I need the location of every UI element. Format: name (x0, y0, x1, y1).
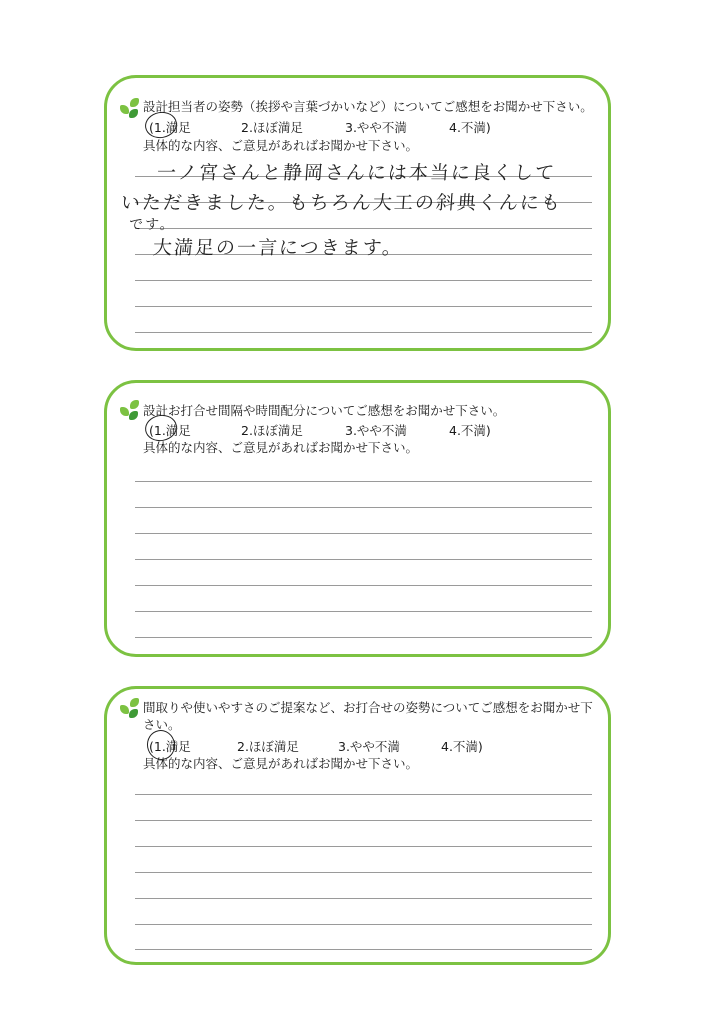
survey-card-proposal (104, 686, 611, 965)
question-text: 間取りや使いやすさのご提案など、お打合せの姿勢についてご感想をお聞かせ下さい。 (143, 700, 593, 732)
detail-label: 具体的な内容、ご意見があればお聞かせ下さい。 (143, 756, 419, 771)
option-mostly-satisfied[interactable]: 2.ほぼ満足 (237, 739, 299, 754)
handwritten-answer-line: 大満足の一言につきます。 (152, 237, 404, 259)
handwritten-answer-line: いただきました。もちろん大工の斜典くんにも (120, 192, 563, 214)
survey-card-attitude (104, 75, 611, 351)
option-dissatisfied[interactable]: 4.不満) (449, 423, 491, 438)
option-satisfied[interactable]: (1.満足 (149, 739, 191, 754)
survey-card-schedule (104, 380, 611, 657)
detail-label: 具体的な内容、ご意見があればお聞かせ下さい。 (143, 440, 419, 455)
question-text: 設計お打合せ間隔や時間配分についてご感想をお聞かせ下さい。 (143, 403, 506, 418)
option-mostly-satisfied[interactable]: 2.ほぼ満足 (241, 120, 303, 135)
option-satisfied[interactable]: (1.満足 (149, 423, 191, 438)
leaf-icon (120, 698, 142, 720)
option-somewhat-dissatisfied[interactable]: 3.やや不満 (345, 423, 407, 438)
question-text: 設計担当者の姿勢（挨拶や言葉づかいなど）についてご感想をお聞かせ下さい。 (143, 99, 593, 114)
handwritten-answer-line: 一ノ宮さんと静岡さんには本当に良くして (156, 162, 557, 184)
option-somewhat-dissatisfied[interactable]: 3.やや不満 (338, 739, 400, 754)
handwritten-answer-line: です。 (128, 217, 177, 233)
option-somewhat-dissatisfied[interactable]: 3.やや不満 (345, 120, 407, 135)
leaf-icon (120, 400, 142, 422)
option-satisfied[interactable]: (1.満足 (149, 120, 191, 135)
leaf-icon (120, 98, 142, 120)
detail-label: 具体的な内容、ご意見があればお聞かせ下さい。 (143, 138, 419, 153)
option-dissatisfied[interactable]: 4.不満) (441, 739, 483, 754)
option-dissatisfied[interactable]: 4.不満) (449, 120, 491, 135)
option-mostly-satisfied[interactable]: 2.ほぼ満足 (241, 423, 303, 438)
